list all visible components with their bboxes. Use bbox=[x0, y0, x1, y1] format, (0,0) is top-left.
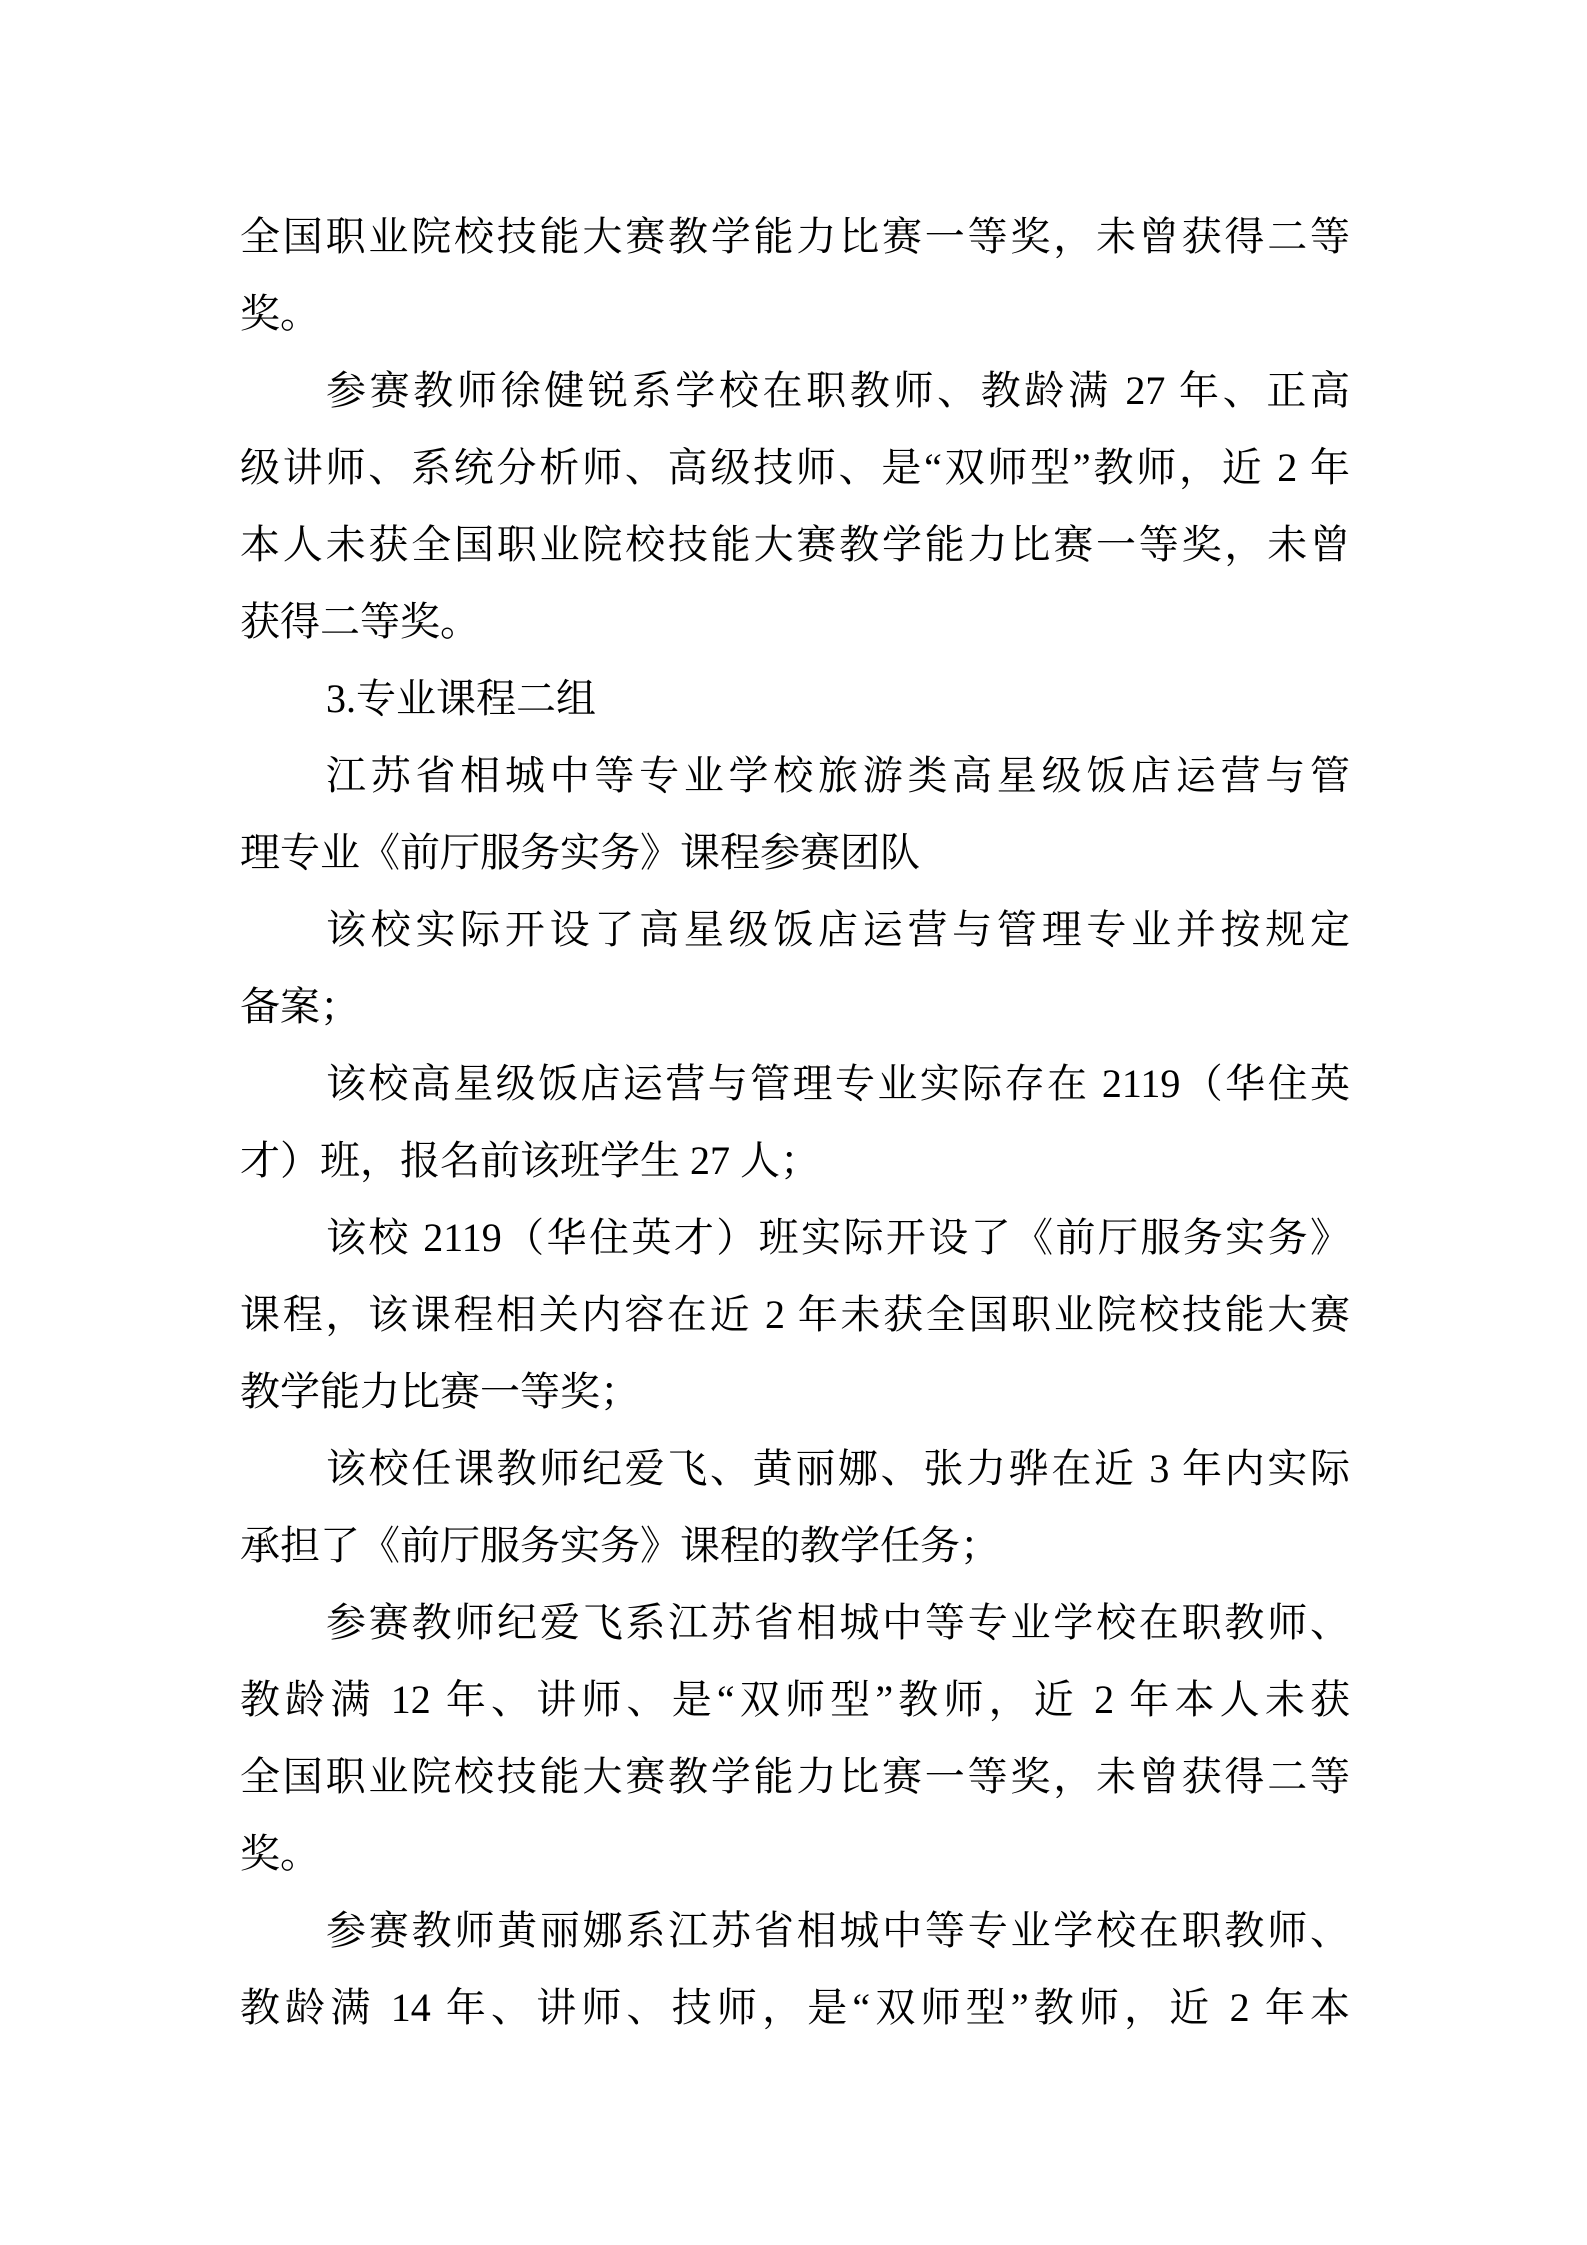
document-line: 该校高星级饭店运营与管理专业实际存在 2119（华住英 bbox=[326, 1061, 1350, 1106]
document-line: 级讲师、系统分析师、高级技师、是“双师型”教师，近 2 年 bbox=[240, 445, 1350, 490]
document-line: 获得二等奖。 bbox=[240, 599, 480, 644]
document-line: 参赛教师纪爱飞系江苏省相城中等专业学校在职教师、 bbox=[326, 1600, 1350, 1645]
document-line: 备案； bbox=[240, 984, 360, 1029]
document-line: 奖。 bbox=[240, 1831, 320, 1876]
document-line: 理专业《前厅服务实务》课程参赛团队 bbox=[240, 830, 920, 875]
document-line: 才）班，报名前该班学生 27 人； bbox=[240, 1138, 820, 1183]
document-line: 该校实际开设了高星级饭店运营与管理专业并按规定 bbox=[326, 907, 1350, 952]
document-line: 教龄满 12 年、讲师、是“双师型”教师，近 2 年本人未获 bbox=[240, 1677, 1350, 1722]
document-line: 参赛教师黄丽娜系江苏省相城中等专业学校在职教师、 bbox=[326, 1908, 1350, 1953]
document-line: 该校任课教师纪爱飞、黄丽娜、张力骅在近 3 年内实际 bbox=[326, 1446, 1350, 1491]
document-line: 全国职业院校技能大赛教学能力比赛一等奖，未曾获得二等 bbox=[240, 1754, 1350, 1799]
document-line: 教学能力比赛一等奖； bbox=[240, 1369, 640, 1414]
document-line: 该校 2119（华住英才）班实际开设了《前厅服务实务》 bbox=[326, 1215, 1350, 1260]
document-line: 江苏省相城中等专业学校旅游类高星级饭店运营与管 bbox=[326, 753, 1350, 798]
document-line: 承担了《前厅服务实务》课程的教学任务； bbox=[240, 1523, 1000, 1568]
document-line: 3.专业课程二组 bbox=[326, 676, 596, 721]
document-line: 全国职业院校技能大赛教学能力比赛一等奖，未曾获得二等 bbox=[240, 214, 1350, 259]
document-line: 本人未获全国职业院校技能大赛教学能力比赛一等奖，未曾 bbox=[240, 522, 1350, 567]
document-line: 参赛教师徐健锐系学校在职教师、教龄满 27 年、正高 bbox=[326, 368, 1350, 413]
document-line: 奖。 bbox=[240, 291, 320, 336]
document-line: 课程，该课程相关内容在近 2 年未获全国职业院校技能大赛 bbox=[240, 1292, 1350, 1337]
document-line: 教龄满 14 年、讲师、技师，是“双师型”教师，近 2 年本 bbox=[240, 1985, 1350, 2030]
document-body bbox=[240, 198, 1350, 2046]
